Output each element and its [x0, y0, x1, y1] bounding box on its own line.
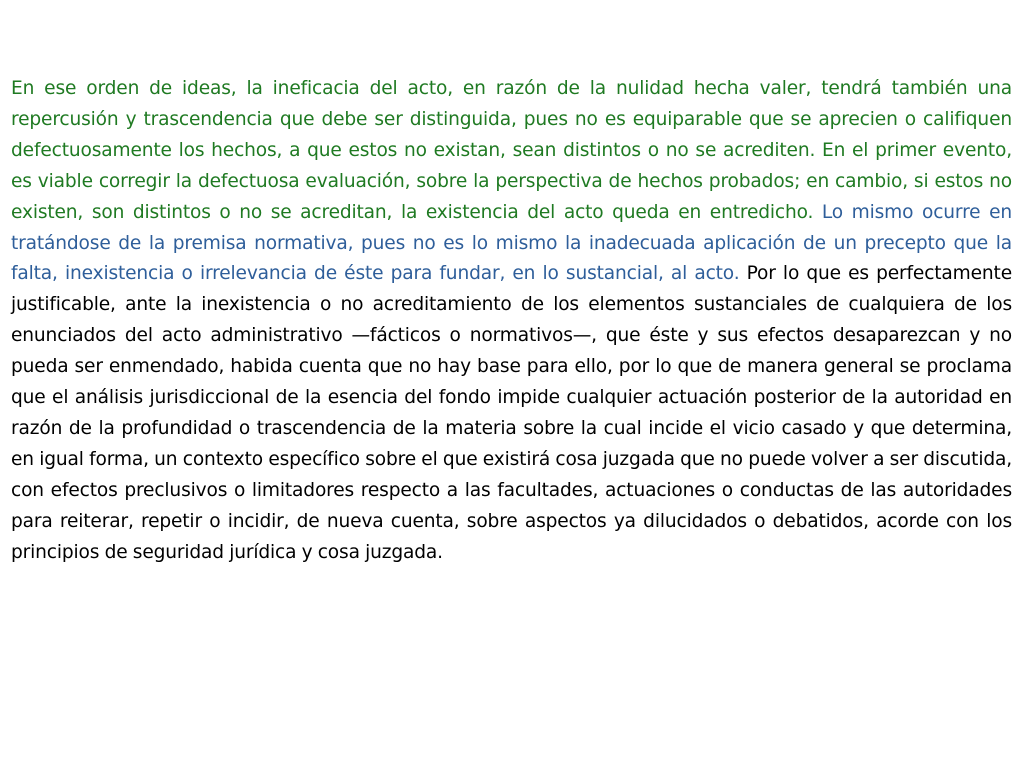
paragraph-segment-black: Por lo que es perfectamente justificable, ante la inexistencia o no acreditamiento de los elementos sustanciales de cualquiera de los enunciados del acto administrativo —fácticos o normativos—, que éste y sus efectos desaparezcan y no pueda ser enmendado, habida cuenta que no hay base para ello, por lo que de manera general se proclama que el análisis jurisdiccional de la esencia del fondo impide cualquier actuación posterior de la autoridad en razón de la profundidad o trascendencia de la materia sobre la cual incide el vicio casado y que determina, en igual forma, un contexto específico sobre el que existirá cosa juzgada que no puede volver a ser discutida, con efectos preclusivos o limitadores respecto a las facultades, actuaciones o conductas de las autoridades para reiterar, repetir o incidir, de nueva cuenta, sobre aspectos ya dilucidados o debatidos, acorde con los principios de seguridad jurídica y cosa juzgada. — [11, 263, 1012, 563]
paragraph-segment-blue: Lo mismo ocurre en tratándose de la premisa normativa, pues no es lo mismo la inadecuada aplicación de un precepto que la falta, inexistencia o irrelevancia de éste para fundar, en lo sustancial, al acto. — [11, 201, 1013, 285]
body-paragraph — [11, 74, 1012, 569]
paragraph-segment-green: En ese orden de ideas, la ineficacia del acto, en razón de la nulidad hecha valer, tendrá también una repercusión y trascendencia que debe ser distinguida, pues no es equiparable que se aprecien o califiquen defectuosamente los hechos, a que estos no existan, sean distintos o no se acrediten. En el primer evento, es viable corregir la defectuosa evaluación, sobre la perspectiva de hechos probados; en cambio, si estos no existen, son distintos o no se acreditan, la existencia del acto queda en entredicho. — [11, 78, 1012, 223]
